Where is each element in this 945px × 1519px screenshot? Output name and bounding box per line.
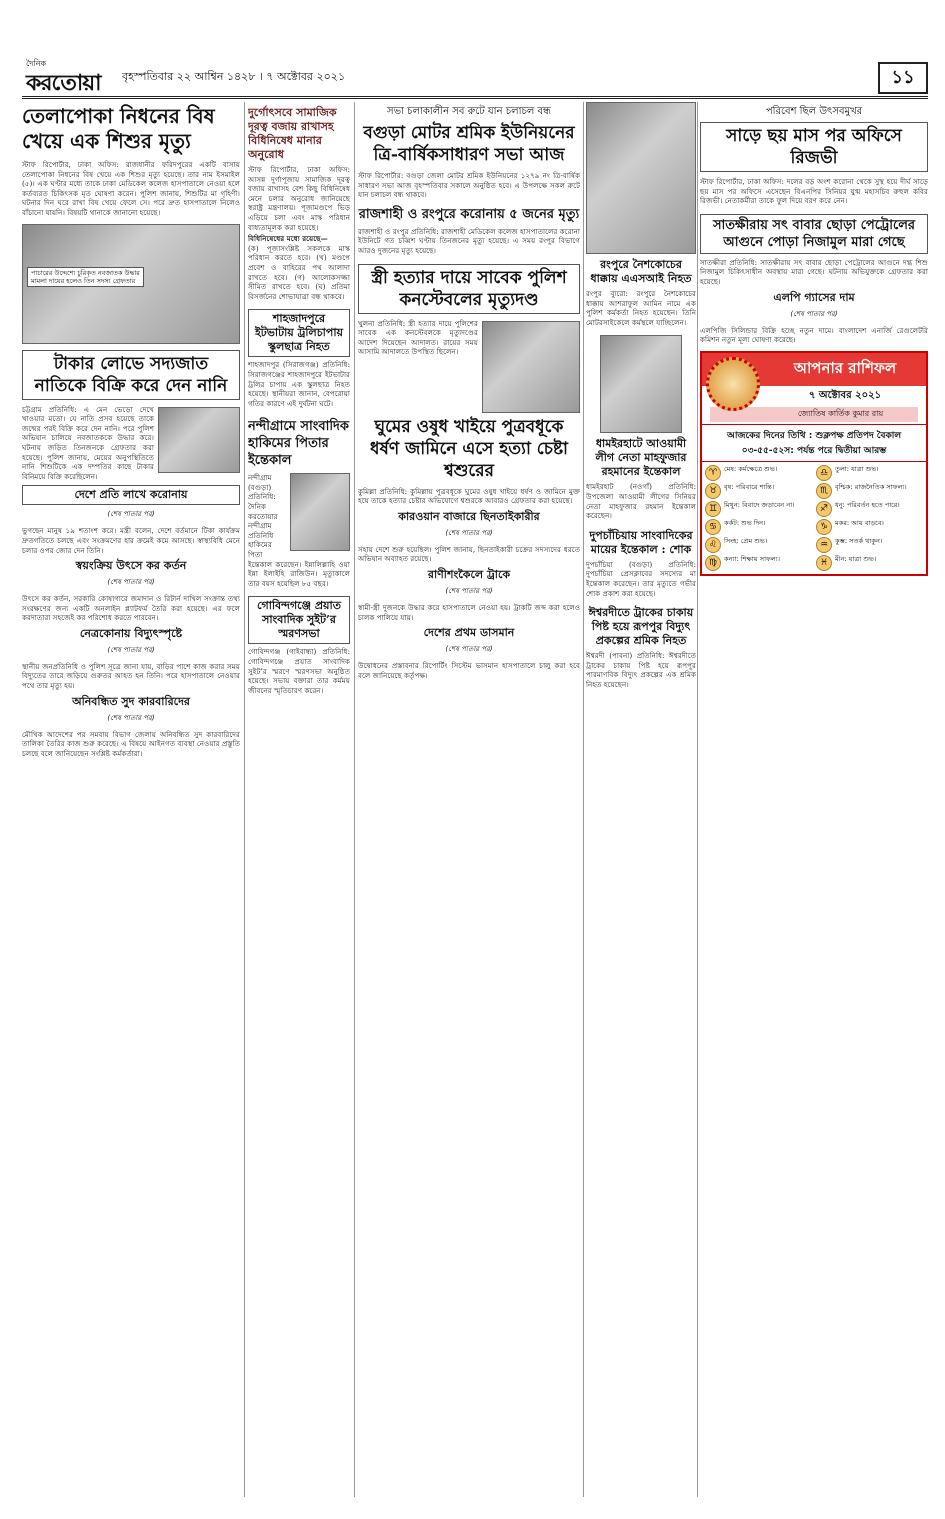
zodiac-text: মেষ: কর্মক্ষেত্রে শুভ। xyxy=(724,464,778,473)
continuation-note: (শেষ পাতার পর) xyxy=(107,713,155,722)
zodiac-text: বৃশ্চিক: রাজনৈতিক সাফল্য। xyxy=(835,482,907,491)
newspaper-logo xyxy=(26,58,114,96)
column-2 xyxy=(248,102,350,1497)
article-body: উদ্বোধনের প্রস্তাবনার রিপোর্টিং সিস্টেম ভাসমান হাসপাতালে চালু করা হবে বলে জানিয়েছে কর্তৃপক্ষ। xyxy=(358,661,580,680)
headline-dupchanchia-obituary[interactable]: দুপচাঁচিয়ায় সাংবাদিকের মায়ের ইন্তেকাল : শোক xyxy=(589,528,693,556)
zodiac-sign-item xyxy=(705,501,812,517)
zodiac-text: তুলা: যাত্রা শুভ। xyxy=(835,464,879,473)
headline-dhamoirhat-obituary[interactable]: ধামইরহাটে আওয়ামী লীগ নেতা মাহফুজার রহমানের ইন্তেকাল xyxy=(595,437,687,479)
article-body: স্টাফ রিপোর্টার, ঢাকা অফিস: দলের বড় অংশ করোনা থেকে সুস্থ হয়ে দীর্ঘ সাড়ে ছয় মাস পর অফিসে এসেছেন বিএনপির সিনিয়র যুগ্ম মহাসচিব রুহুল কবির রিজভী। নেতাকর্মীরা তাকে ফুল দিয়ে বরণ করে নেন। xyxy=(700,177,928,206)
zodiac-sign-item xyxy=(816,537,923,553)
zodiac-text: কুম্ভ: সতর্ক থাকুন। xyxy=(835,536,883,545)
column-5 xyxy=(700,102,928,1497)
article-body: রংপুর ব্যুরো: রংপুরে নৈশকোচের ধাক্কায় আশরাফুল আমিন নামে এক পুলিশ কর্মকর্তা নিহত হয়েছেন। তিনি মোটরসাইকেলে কর্মস্থলে যাচ্ছিলেন। xyxy=(586,289,696,327)
zodiac-list xyxy=(702,462,926,574)
portrait-photo xyxy=(290,473,350,551)
article-body: স্টাফ রিপোর্টার: বগুড়া জেলা মোটর শ্রমিক ইউনিয়নের ১২৭৯ নং ত্রি-বার্ষিক সাধারণ সভা আজ বৃহস্পতিবার সকালে অনুষ্ঠিত হবে। এ উপলক্ষে সকল রুটে যান চলাচল বন্ধ থাকবে। xyxy=(358,171,580,200)
headline-auto-tax-deduction[interactable]: স্বয়ংক্রিয় উৎসে কর কর্তন xyxy=(75,559,187,573)
column-4 xyxy=(586,102,696,1497)
article-body: কুমিল্লা প্রতিনিধি: কুমিল্লায় পুত্রবধূকে ঘুমের ওষুধ খাইয়ে ধর্ষণ ও জামিনে মুক্ত হয়ে তাকে হত্যার চেষ্টার অভিযোগে শ্বশুরকে আবারও গ্রেফতার করা হয়েছে। xyxy=(358,486,580,506)
zodiac-text: মীন: যাত্রা শুভ। xyxy=(835,554,877,563)
headline-karwan-bazar-mugger[interactable]: কারওয়ান বাজারে ছিনতাইকারীর xyxy=(398,509,540,523)
headline-ranishankail-truck[interactable]: রাণীশংকৈলে ট্রাকে xyxy=(427,567,511,581)
zodiac-symbol-icon: ♊ xyxy=(705,501,721,517)
zodiac-sign-item xyxy=(816,555,923,571)
zodiac-text: কর্কট: শুভ দিন। xyxy=(724,518,766,527)
headline-unregistered-lenders[interactable]: অনিবন্ধিত সুদ কারবারিদের xyxy=(72,694,190,708)
news-photo xyxy=(482,321,580,413)
portrait-photo xyxy=(600,335,682,433)
zodiac-text: মিথুন: বিবাদে জড়াবেন না। xyxy=(724,500,795,509)
headline-covid-per-lakh[interactable]: দেশে প্রতি লাখে করোনায় xyxy=(22,485,240,505)
headline-rangpur-asi-killed[interactable]: রংপুরে নৈশকোচের ধাক্কায় এএসআই নিহত xyxy=(590,258,692,285)
zodiac-symbol-icon: ♋ xyxy=(705,519,721,535)
zodiac-sign-item xyxy=(705,537,812,553)
page-number: ১১ xyxy=(878,62,928,94)
article-body: মৌখিক আদেশের পর সমবায় বিভাগ জেলায় অনিবন্ধিত সুদ কারবারিদের তালিকা তৈরির কাজ শুরু করেছে। এ বিষয়ে আইনগত ব্যবস্থা নেওয়ার প্রস্তুতি চলছে বলে জানিয়েছেন সংশ্লিষ্ট কর্মকর্তারা। xyxy=(22,729,240,758)
logo-text: করতোয়া xyxy=(26,70,101,96)
continuation-note: (শেষ পাতার পর) xyxy=(445,586,493,595)
news-photo xyxy=(22,224,240,344)
zodiac-sign-item xyxy=(705,465,812,481)
portrait-photo xyxy=(586,102,696,254)
horoscope-box xyxy=(700,351,928,576)
masthead xyxy=(22,58,928,99)
column-divider xyxy=(244,102,245,1497)
zodiac-sign-item xyxy=(816,501,923,517)
article-body: খুলনা প্রতিনিধি: স্ত্রী হত্যার দায়ে পুলিশের সাবেক এক কনস্টেবলকে মৃত্যুদণ্ডের আদেশ দিয়েছেন আদালত। রায়ের সময় আসামি আদালতে উপস্থিত ছিলেন। xyxy=(358,318,478,357)
zodiac-symbol-icon: ♈ xyxy=(705,465,721,481)
article-body: দুপচাঁচিয়া (বগুড়া) প্রতিনিধি: দুপচাঁচিয়া প্রেসক্লাবের সদস্যের মা ইন্তেকাল করেছেন। তার মৃত্যুতে গভীর শোক প্রকাশ করা হয়েছে। xyxy=(586,559,696,598)
horoscope-title: আপনার রাশিফল xyxy=(702,353,926,386)
headline-netrokona-electrocution[interactable]: নেত্রকোনায় বিদ্যুৎস্পৃষ্টে xyxy=(79,626,183,640)
zodiac-symbol-icon: ♏ xyxy=(816,483,832,499)
headline-floating-hospital[interactable]: দেশের প্রথম ডাসমান xyxy=(423,626,515,640)
zodiac-sign-item xyxy=(816,519,923,535)
column-1 xyxy=(22,102,240,1497)
headline-grandmother-sold-baby[interactable]: টাকার লোভে সদ্যজাত নাতিকে বিক্রি করে দেন নানি xyxy=(22,350,240,400)
continuation-note: (শেষ পাতার পর) xyxy=(107,578,155,587)
article-body: সহায় দেশে শুরু হয়েছিল। পুলিশ জানায়, ছিনতাইকারী চক্রের সদস্যদের ধরতে অভিযান অব্যাহত রয়েছে। xyxy=(358,544,580,564)
article-body: শাহজাদপুর (সিরাজগঞ্জ) প্রতিনিধি: সিরাজগঞ্জের শাহজাদপুরে ইটভাটার ট্রলির চাপায় এক স্কুলছাত্র নিহত হয়েছে। স্থানীয়রা জানান, বেপরোয়া গতির কারণে এই দুর্ঘটনা ঘটে। xyxy=(248,360,350,408)
article-body: (ক) পূজাসংশ্লিষ্ট সকলকে মাস্ক পরিধান করতে হবে। (খ) মণ্ডপে প্রবেশ ও বাহিরের পথ আলাদা রাখতে হবে। (গ) আলোকসজ্জা সীমিত রাখতে হবে। (ঘ) প্রতিমা বিসর্জনের শোভাযাত্রা বন্ধ থাকবে। xyxy=(248,243,350,301)
article-body: স্টাফ রিপোর্টার, ঢাকা অফিস: রাজধানীর ফরিদপুরের একটি বাসায় তেলাপোকা নিধনের বিষ খেয়ে এক শিশুর মৃত্যু হয়েছে। তার নাম ইসমাইল (৫)। এক ঘণ্টার মধ্যে তাকে ঢাকা মেডিকেল কলেজ হাসপাতালে নেওয়া হলে কর্তব্যরত চিকিৎসক মৃত ঘোষণা করেন। পুলিশ জানায়, শিশুটির মা গৃহিণী। ঘটনার দিন ঘরে রাখা বিষ খেয়ে ফেলে সে। পরে দ্রুত হাসপাতালে নিলেও বাঁচানো যায়নি। বিষয়টি থানাকে জানানো হয়েছে। xyxy=(22,160,240,217)
column-divider xyxy=(697,102,698,1497)
tithi-line: আজকের দিনের তিথি : শুক্লপক্ষ প্রতিপদ বৈকাল ০৩-৫৫-৫২স: পর্যন্ত পরে দ্বিতীয়া আরম্ভ xyxy=(702,424,926,462)
zodiac-sign-item xyxy=(816,483,923,499)
horoscope-header xyxy=(702,353,926,424)
zodiac-symbol-icon: ♓ xyxy=(816,555,832,571)
zodiac-symbol-icon: ♉ xyxy=(705,483,721,499)
dateline: বৃহস্পতিবার ২২ আশ্বিন ১৪২৮ । ৭ অক্টোবর ২০২১ xyxy=(122,70,346,83)
zodiac-symbol-icon: ♐ xyxy=(816,501,832,517)
kicker: পরিবেশ ছিল উৎসবমুখর xyxy=(765,106,863,117)
zodiac-text: মকর: আয় বাড়বে। xyxy=(835,518,884,527)
continuation-note: (শেষ পাতার পর) xyxy=(107,510,155,519)
article-body: রাজশাহী ও রংপুর প্রতিনিধি: রাজশাহী মেডিকেল কলেজ হাসপাতালের করোনা ইউনিটে গত চব্বিশ ঘণ্টায় তিনজনের মৃত্যু হয়েছে। এ সময় রংপুর বিভাগে আরও দুজনের মৃত্যু হয়েছে। xyxy=(358,226,580,255)
article-body: স্বামী-স্ত্রী দুজনকে উদ্ধার করে হাসপাতালে নেওয়া হয়। ট্রাকটি জব্দ করা হলেও চালক পালিয়ে যায়। xyxy=(358,602,580,622)
zodiac-sign-item xyxy=(705,519,812,535)
headline-constable-death-sentence[interactable]: স্ত্রী হত্যার দায়ে সাবেক পুলিশ কনস্টেবলের মৃত্যুদণ্ড xyxy=(358,264,580,314)
zodiac-text: কন্যা: শিক্ষায় সাফল্য। xyxy=(724,554,780,563)
continuation-note: (শেষ পাতার পর) xyxy=(445,645,493,654)
continuation-note: (শেষ পাতার পর) xyxy=(107,645,155,654)
article-body: ধামইরহাট (নওগাঁ) প্রতিনিধি: উপজেলা আওয়ামী লীগের সিনিয়র নেতা মাহফুজার রহমান ইন্তেকাল করেছেন। xyxy=(586,482,696,521)
headline-durga-puja-rules[interactable]: দুর্গোৎসবে সামাজিক দূরত্ব বজায় রাখাসহ বিধিনিষেধ মানার অনুরোধ xyxy=(248,106,337,161)
article-body: এলপিজি সিলিন্ডার বিক্রি হচ্ছে নতুন দামে। বাংলাদেশ এনার্জি রেগুলেটরি কমিশন নতুন মূল্য ঘোষণা করেছে। xyxy=(700,325,928,345)
article-body: স্থানীয় জনপ্রতিনিধি ও পুলিশ সূত্রে জানা যায়, বাড়ির পাশে কাজ করার সময় বিদ্যুতের তারে জড়িয়ে গুরুতর আহত হন তিনি। পরে হাসপাতালে নেওয়ার পথে তার মৃত্যু হয়। xyxy=(22,661,240,691)
headline-rajshahi-rangpur-covid[interactable]: রাজশাহী ও রংপুরে করোনায় ৫ জনের মৃত্যু xyxy=(358,206,580,222)
headline-nandigram-obituary[interactable]: নন্দীগ্রামে সাংবাদিক হাকিমের পিতার ইন্তেকাল xyxy=(248,419,349,469)
kicker: সভা চলাকালীন সব রুটে যান চলাচল বন্ধ xyxy=(387,106,551,117)
zodiac-sign-item xyxy=(705,483,812,499)
news-photo xyxy=(158,407,240,473)
article-body: উৎসে কর কর্তন, সরকারি কোষাগারে জমাদান ও রিটার্ন দাখিল সংক্রান্ত তথ্য সংরক্ষণের জন্য একটি অনলাইন প্ল্যাটফর্ম তৈরি করা হয়েছে। এর ফলে করদাতারা সহজেই কর পরিশোধ করতে পারবেন। xyxy=(22,594,240,623)
continuation-note: (শেষ পাতার পর) xyxy=(790,309,838,318)
headline-bogura-motor-union[interactable]: বগুড়া মোটর শ্রমিক ইউনিয়নের ত্রি-বার্ষিকসাধারণ সভা আজ xyxy=(363,123,575,165)
zodiac-symbol-icon: ♎ xyxy=(816,465,832,481)
article-body: স্টাফ রিপোর্টার, ঢাকা অফিস: আসন্ন দুর্গাপূজায় সামাজিক দূরত্ব বজায় রাখাসহ বেশ কিছু বিধিনিষেধ মেনে চলার অনুরোধ জানিয়েছে স্বরাষ্ট্র মন্ত্রণালয়। পূজামণ্ডপে ভিড় এড়িয়ে চলা এবং মাস্ক পরিধান বাধ্যতামূলক করা হয়েছে। xyxy=(248,165,350,232)
article-body: ভুগছেন মানুষ ১৯ শতাংশ করে। মন্ত্রী বলেন, দেশে বর্তমানে টিকা কার্যক্রম দ্রুতগতিতে চলছে এবং সংক্রমণের হার ক্রমেই কমে আসছে। স্বাস্থ্যবিধি মেনে চলার ওপর জোর দেন তিনি। xyxy=(22,526,240,555)
column-divider xyxy=(583,102,584,1497)
zodiac-text: ধনু: পরিবর্তন হতে পারে। xyxy=(835,500,900,509)
horoscope-author: জ্যোতিষ কার্তিক কুমার রায় xyxy=(710,407,918,422)
zodiac-text: বৃষ: পরিবারে শান্তি। xyxy=(724,482,775,491)
zodiac-sign-item xyxy=(816,465,923,481)
article-body: ঈশ্বরদী (পাবনা) প্রতিনিধি: ঈশ্বরদীতে ট্রাকের চাকায় পিষ্ট হয়ে রূপপুর পারমাণবিক বিদ্যুৎ প্রকল্পের এক শ্রমিক নিহত হয়েছেন। xyxy=(586,651,696,689)
article-body: সাতক্ষীরা প্রতিনিধি: সাতক্ষীরায় সৎ বাবার ছোড়া পেট্রোলের আগুনে দগ্ধ শিশু নিজামুল চিকিৎসাধীন অবস্থায় মারা গেছে। ঘটনায় অভিযুক্তকে গ্রেফতার করা হয়েছে। xyxy=(700,257,928,286)
photo-caption: পাচারের উদ্দেশ্যে চুরিকৃত নবজাতক উদ্ধার মামলা দায়ের হলেও তিন সদস্য গ্রেফতার xyxy=(27,267,144,287)
zodiac-symbol-icon: ♑ xyxy=(816,519,832,535)
article-body: নন্দীগ্রাম (বগুড়া) প্রতিনিধি: দৈনিক করতোয়ার নন্দীগ্রাম প্রতিনিধি হাকিমের পিতা ইন্তেকাল করেছেন। ইন্নালিল্লাহি ওয়া ইন্না ইলাইহি রাজিউন। মৃত্যুকালে তার বয়স হয়েছিল ৮৫ বছর। xyxy=(248,473,350,588)
zodiac-symbol-icon: ♌ xyxy=(705,537,721,553)
zodiac-sign-item xyxy=(705,555,812,571)
headline-cockroach-poison[interactable]: তেলাপোকা নিধনের বিষ খেয়ে এক শিশুর মৃত্যু xyxy=(22,104,215,153)
continuation-note: (শেষ পাতার পর) xyxy=(445,528,493,537)
column-divider xyxy=(354,102,355,1497)
article-body: গোবিন্দগঞ্জ (গাইবান্ধা) প্রতিনিধি: গোবিন্দগঞ্জে প্রয়াত সাংবাদিক সুইট’র স্মরণে স্মরণসভা অনুষ্ঠিত হয়েছে। সভায় বক্তারা তার কর্মময় জীবনের স্মৃতিচারণ করেন। xyxy=(248,647,350,695)
article-body: চট্টগ্রাম প্রতিনিধি: এ মেন ভেড়ো দেখে খাওয়ার মতো। যে নাতি প্রসব হয়েছে তাকে জন্মের পরই বিক্রি করে দেন নানি। পরে পুলিশ অভিযান চালিয়ে নবজাতককে উদ্ধার করে। ঘটনায় জড়িত তিনজনকে গ্রেফতার করা হয়েছে। পুলিশ জানায়, মেয়ের অনুপস্থিতিতে নানি শিশুটিকে এক দম্পতির কাছে টাকার বিনিময়ে বিক্রি করেছিলেন। xyxy=(22,404,154,481)
column-3 xyxy=(358,102,580,1497)
headline-shahjadpur-accident[interactable]: শাহজাদপুরে ইটভাটায় ট্রলিচাপায় স্কুলছাত্র নিহত xyxy=(248,309,350,357)
subheading: বিধিনিষেধের মধ্যে রয়েছে— xyxy=(248,234,328,244)
headline-satkhira-petrol-fire[interactable]: সাতক্ষীরায় সৎ বাবার ছোড়া পেট্রোলের আগুনে পোড়া নিজামুল মারা গেছে xyxy=(700,214,928,254)
zodiac-wheel-icon xyxy=(706,357,760,411)
zodiac-symbol-icon: ♍ xyxy=(705,555,721,571)
headline-father-in-law-crime[interactable]: ঘুমের ওষুধ খাইয়ে পুত্রবধূকে ধর্ষণ জামিনে এসে হত্যা চেষ্টা শ্বশুরের xyxy=(369,416,568,481)
zodiac-symbol-icon: ♒ xyxy=(816,537,832,553)
headline-ishwardi-worker-killed[interactable]: ঈশ্বরদীতে ট্রাকের চাকায় পিষ্ট হয়ে রূপপুর বিদ্যুৎ প্রকল্পের শ্রমিক নিহত xyxy=(588,606,694,648)
horoscope-date: ৭ অক্টোবর ২০২১ xyxy=(808,389,882,401)
logo-small-text: দৈনিক xyxy=(26,59,47,68)
zodiac-text: সিংহ: প্রেম শুভ। xyxy=(724,536,768,545)
headline-lp-gas-price[interactable]: এলপি গ্যাসের দাম xyxy=(773,290,855,304)
headline-rizvi-office[interactable]: সাড়ে ছয় মাস পর অফিসে রিজভী xyxy=(700,122,928,172)
headline-gobindaganj-memorial[interactable]: গোবিন্দগঞ্জে প্রয়াত সাংবাদিক সুইট’র স্মরণসভা xyxy=(248,596,350,644)
